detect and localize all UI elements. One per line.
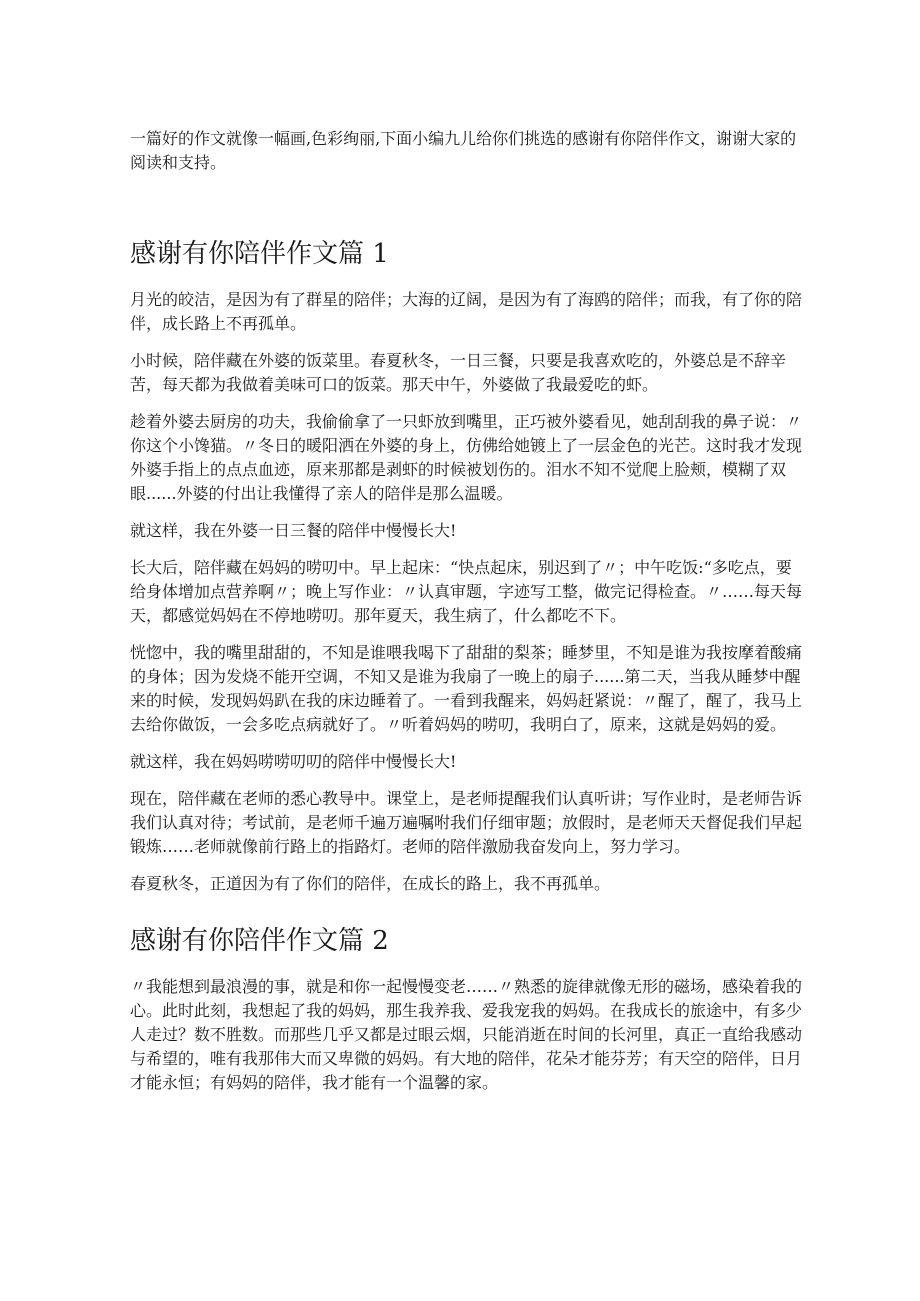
- section-2-paragraph-1: 〃我能想到最浪漫的事，就是和你一起慢慢变老……〃熟悉的旋律就像无形的磁场，感染着我的心。此时此刻，我想起了我的妈妈，那生我养我、爱我宠我的妈妈。在我成长的旅途中，有多少人走过？数不胜数。而那些几乎又都是过眼云烟，只能消逝在时间的长河里，真正一直给我感动与希望的，唯有我那伟大而又卑微的妈妈。有大地的陪伴，花朵才能芬芳；有天空的陪伴，日月才能永恒；有妈妈的陪伴，我才能有一个温馨的家。: [130, 977, 803, 1092]
- section-1-paragraph-5: 长大后，陪伴藏在妈妈的唠叨中。早上起床：“快点起床，别迟到了〃；中午吃饭:“多吃点，要给身体增加点营养啊〃；晚上写作业：〃认真审题，字迹写工整，做完记得检查。〃……每天每天，都感觉妈妈在不停地唠叨。那年夏天，我生病了，什么都吃不下。: [130, 558, 803, 625]
- section-2-title: 感谢有你陪伴作文篇 2: [130, 926, 389, 956]
- section-1-paragraph-3: 趁着外婆去厨房的功夫，我偷偷拿了一只虾放到嘴里，正巧被外婆看见，她刮刮我的鼻子说：〃你这个小馋猫。〃冬日的暖阳洒在外婆的身上，仿佛给她镀上了一层金色的光芒。这时我才发现外婆手指上的点点血迹，原来那都是剥虾的时候被划伤的。泪水不知不觉爬上脸颊，模糊了双眼......外婆的付出让我懂得了亲人的陪伴是那么温暖。: [130, 412, 803, 503]
- section-1-paragraph-6: 恍惚中，我的嘴里甜甜的，不知是谁喂我喝下了甜甜的梨茶；睡梦里，不知是谁为我按摩着酸痛的身体；因为发烧不能开空调，不知又是谁为我扇了一晚上的扇子......第二天，当我从睡梦中醒来的时候，发现妈妈趴在我的床边睡着了。一看到我醒来，妈妈赶紧说：〃醒了，醒了，我马上去给你做饭，一会多吃点病就好了。〃听着妈妈的唠叨，我明白了，原来，这就是妈妈的爱。: [130, 643, 803, 734]
- section-1-paragraph-4: 就这样，我在外婆一日三餐的陪伴中慢慢长大!: [130, 521, 457, 540]
- section-1-paragraph-1: 月光的皎洁，是因为有了群星的陪伴；大海的辽阔，是因为有了海鸥的陪伴；而我，有了你的陪伴，成长路上不再孤单。: [130, 290, 803, 333]
- section-1-paragraph-2: 小时候，陪伴藏在外婆的饭菜里。春夏秋冬，一日三餐，只要是我喜欢吃的，外婆总是不辞辛苦，每天都为我做着美味可口的饭菜。那天中午，外婆做了我最爱吃的虾。: [130, 351, 787, 394]
- section-1-title: 感谢有你陪伴作文篇 1: [130, 239, 389, 269]
- section-1-paragraph-7: 就这样，我在妈妈唠唠叨叨的陪伴中慢慢长大!: [130, 752, 457, 771]
- section-1-paragraph-9: 春夏秋冬，正道因为有了你们的陪伴，在成长的路上，我不再孤单。: [130, 874, 611, 893]
- intro-paragraph: 一篇好的作文就像一幅画,色彩绚丽,下面小编九儿给你们挑选的感谢有你陪伴作文，谢谢大家的阅读和支持。: [130, 129, 797, 172]
- section-1-paragraph-8: 现在，陪伴藏在老师的悉心教导中。课堂上，是老师提醒我们认真听讲；写作业时，是老师告诉我们认真对待；考试前，是老师千遍万遍嘱咐我们仔细审题；放假时，是老师天天督促我们早起锻炼……老师就像前行路上的指路灯。老师的陪伴激励我奋发向上，努力学习。: [130, 789, 803, 856]
- document-page: [130, 0, 806, 1108]
